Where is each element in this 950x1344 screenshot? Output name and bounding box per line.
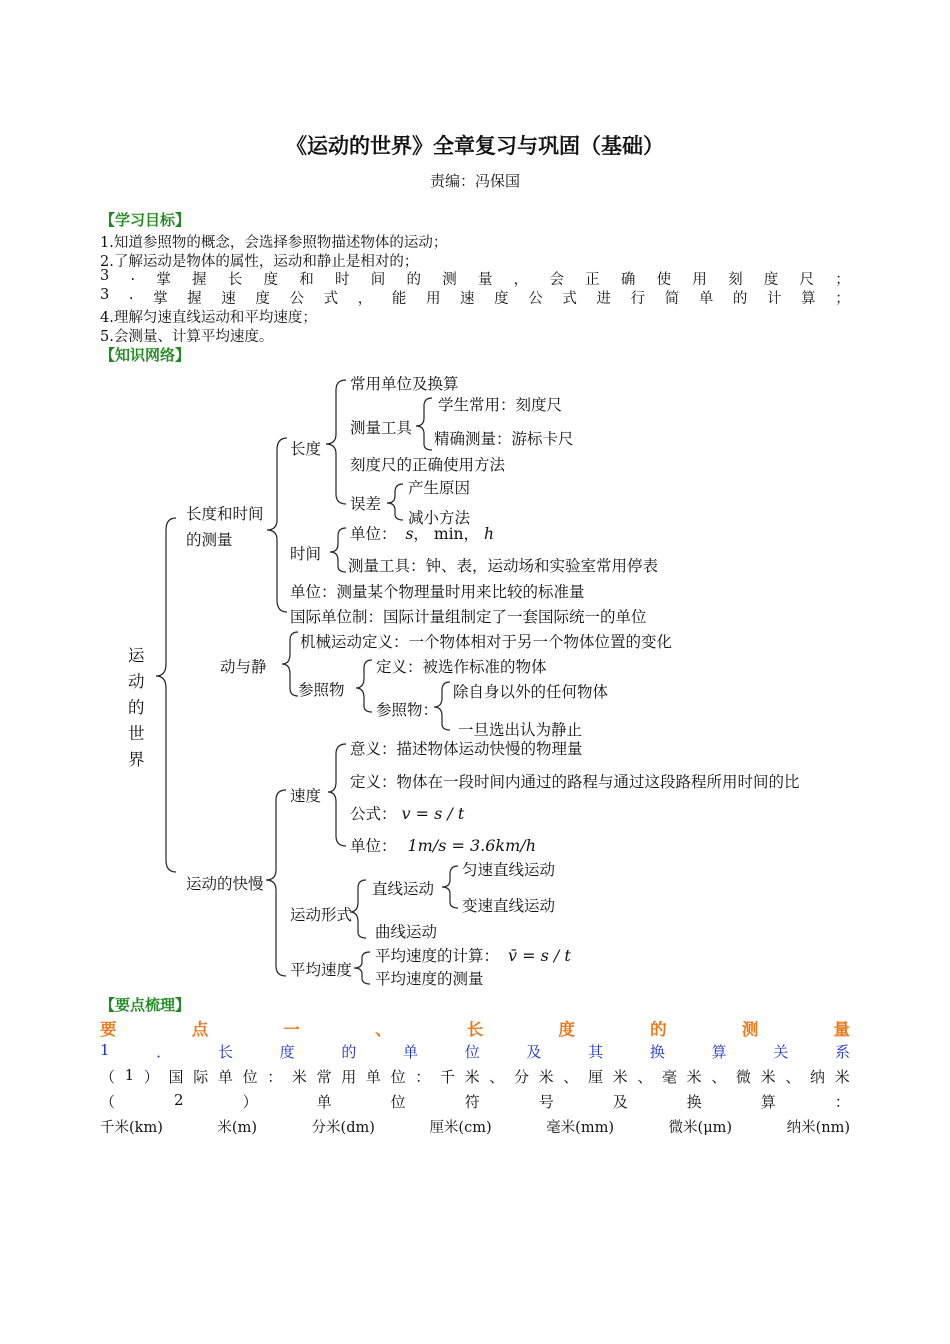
network-heading: 【知识网络】 [100, 346, 191, 364]
goal-item: 1.知道参照物的概念，会选择参照物描述物体的运动； [100, 235, 448, 251]
node-tool-student: 学生常用：刻度尺 [438, 396, 563, 414]
page-title: 《运动的世界》全章复习与巩固（基础） [286, 133, 664, 158]
brace-avg [354, 952, 370, 984]
keypoints-heading: 【要点梳理】 [100, 996, 191, 1014]
node-time-tools: 测量工具：钟、表，运动场和实验室常用停表 [348, 557, 659, 575]
unit-list [100, 1116, 850, 1137]
keypoint-line: （ 2 ） 单 位 符 号 及 换 算 ： [100, 1091, 850, 1111]
node-avg: 平均速度 [290, 961, 353, 979]
node-tools: 测量工具 [350, 419, 413, 437]
node-ref-def: 定义：被选作标准的物体 [376, 658, 547, 676]
node-si: 国际单位制：国际计量组制定了一套国际统一的单位 [290, 608, 647, 626]
brace-speed [328, 744, 346, 846]
editor-line: 责编：冯保国 [429, 172, 520, 190]
node-speed: 速度 [290, 787, 322, 805]
brace-speed-topic [266, 790, 286, 976]
node-variable: 变速直线运动 [462, 897, 556, 915]
unit-item: 微米(μm) [668, 1120, 733, 1136]
goal-item-justified: 3 . 掌 握 速 度 公 式 ， 能 用 速 度 公 式 进 行 简 单 的 计 算 ； [100, 287, 850, 307]
brace-ref [356, 660, 372, 712]
unit-item: 千米(km) [100, 1120, 163, 1136]
node-motion-rest: 动与静 [220, 658, 267, 676]
node-error-reduce: 减小方法 [408, 509, 471, 527]
node-forms: 运动形式 [290, 906, 353, 924]
unit-item: 米(m) [217, 1120, 257, 1136]
node-uniform: 匀速直线运动 [462, 861, 556, 879]
node-speed-topic: 运动的快慢 [186, 875, 264, 893]
node-error-cause: 产生原因 [408, 479, 471, 497]
time-unit-min: min [433, 525, 464, 543]
goal-item-justified: 3 . 掌 握 长 度 和 时 间 的 测 量 ， 会 正 确 使 用 刻 度 尺 ； [100, 268, 850, 288]
unit-conversion: 1m/s = 3.6km/h [407, 836, 536, 855]
brace-linear [442, 866, 458, 908]
node-ref-any: 除自身以外的任何物体 [453, 683, 609, 701]
node-speed-def: 定义：物体在一段时间内通过的路程与通过这段路程所用时间的比 [350, 773, 800, 791]
node-time-unit: 单位： s， min， h [350, 525, 494, 543]
goal-item: 5.会测量、计算平均速度。 [100, 329, 274, 345]
brace-root [156, 518, 176, 872]
node-time: 时间 [290, 545, 322, 563]
brace-motion [282, 632, 298, 696]
brace-length [326, 380, 346, 504]
goal-item: 4.理解匀速直线运动和平均速度； [100, 310, 317, 326]
node-linear: 直线运动 [372, 880, 435, 898]
brace-time [330, 528, 346, 572]
time-unit-h: h [483, 525, 494, 543]
formula-label: 公式： [350, 805, 397, 823]
node-unit [350, 834, 536, 856]
keypoint-title: 要 点 一 、 长 度 的 测 量 [100, 1020, 850, 1039]
node-tool-precise: 精确测量：游标卡尺 [434, 430, 574, 448]
node-ruler-use: 刻度尺的正确使用方法 [350, 456, 506, 474]
node-mech-def: 机械运动定义：一个物体相对于另一个物体位置的变化 [300, 633, 673, 651]
node-ref-static: 一旦选出认为静止 [458, 721, 583, 739]
unit-item: 纳米(nm) [786, 1120, 850, 1136]
goal-item: 2.了解运动是物体的属性，运动和静止是相对的； [100, 254, 419, 270]
unit-label: 单位： [350, 837, 397, 855]
brace-tools [416, 398, 432, 450]
unit-item: 毫米(mm) [546, 1120, 614, 1136]
node-curved: 曲线运动 [375, 923, 438, 941]
node-avg-measure: 平均速度的测量 [375, 970, 484, 988]
goals-heading: 【学习目标】 [100, 211, 191, 229]
avg-formula: v̄ = s / t [507, 946, 571, 965]
time-unit-label: 单位： [350, 525, 397, 543]
node-unit-def: 单位：测量某个物理量时用来比较的标准量 [290, 583, 585, 601]
root-label: 运动的世界 [128, 646, 145, 769]
formula-value: v = s / t [401, 804, 465, 823]
brace-error [387, 484, 403, 520]
node-common-unit: 常用单位及换算 [350, 375, 459, 393]
brace-forms [350, 880, 366, 938]
node-ref2: 参照物： [376, 701, 439, 719]
node-meaning: 意义：描述物体运动快慢的物理量 [350, 740, 583, 758]
node-avg-calc [375, 944, 571, 966]
keypoint-line: （ 1 ） 国 际 单 位 ： 米 常 用 单 位 ： 千 米 、 分 米 、 厘 米 、 毫 米 、 微 米 、 纳 米 [100, 1066, 850, 1086]
unit-item: 厘米(cm) [429, 1120, 492, 1136]
time-unit-s: s [405, 525, 414, 543]
node-length: 长度 [290, 440, 322, 458]
node-ref: 参照物 [298, 681, 345, 699]
avg-calc-label: 平均速度的计算： [375, 947, 500, 965]
node-formula [350, 802, 464, 824]
unit-item: 分米(dm) [311, 1120, 375, 1136]
keypoint-subtitle: 1 ． 长 度 的 单 位 及 其 换 算 关 系 [100, 1041, 850, 1061]
node-measure: 长度和时间的测量 [186, 505, 264, 549]
node-error: 误差 [350, 495, 382, 513]
